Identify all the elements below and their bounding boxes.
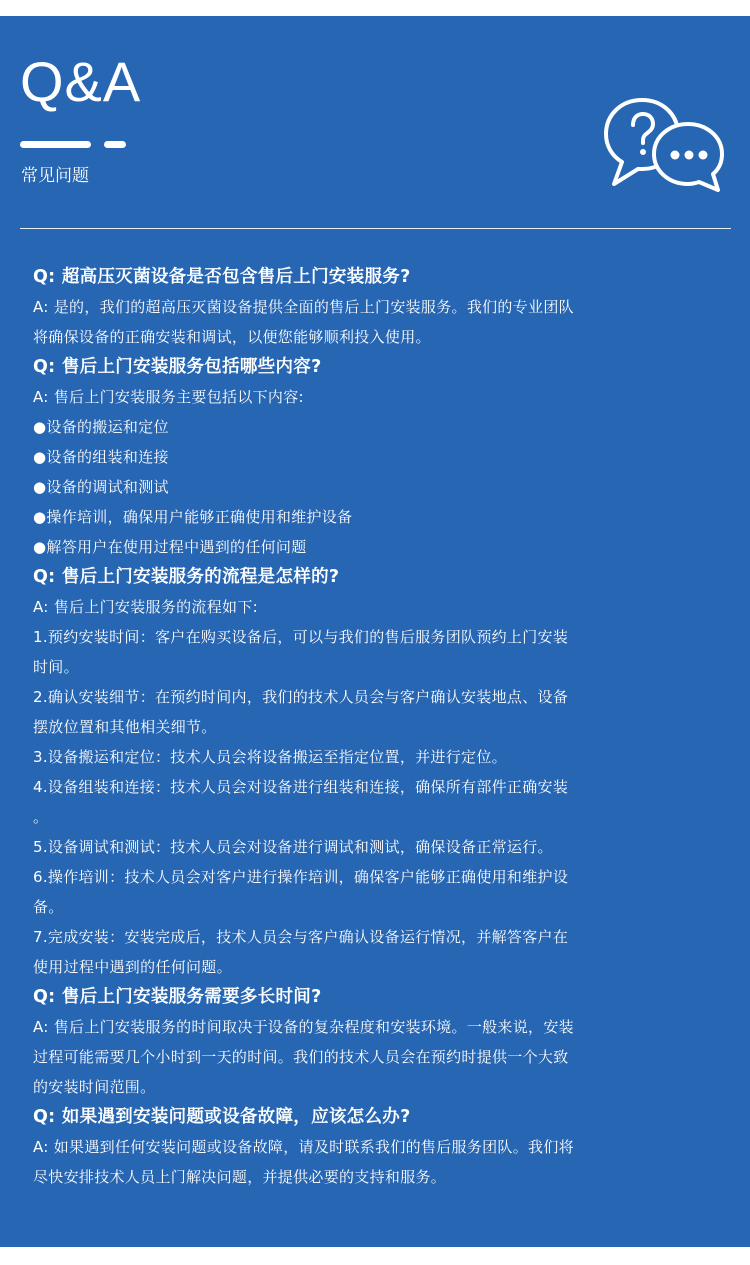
header-divider	[20, 228, 731, 229]
faq-answer-line: 。	[33, 808, 49, 826]
faq-answer-line: A: 售后上门安装服务主要包括以下内容:	[33, 388, 304, 406]
faq-answer-line: 将确保设备的正确安装和调试，以便您能够顺利投入使用。	[33, 328, 431, 346]
title-underline-long	[20, 141, 91, 148]
faq-answer-line: ●解答用户在使用过程中遇到的任何问题	[33, 538, 307, 556]
faq-answer-line: 4.设备组装和连接：技术人员会对设备进行组装和连接，确保所有部件正确安装	[33, 778, 569, 796]
faq-answer-line: A: 如果遇到任何安装问题或设备故障，请及时联系我们的售后服务团队。我们将	[33, 1138, 574, 1156]
faq-answer-line: A: 售后上门安装服务的时间取决于设备的复杂程度和安装环境。一般来说，安装	[33, 1018, 574, 1036]
faq-answer-line: 6.操作培训：技术人员会对客户进行操作培训，确保客户能够正确使用和维护设	[33, 868, 569, 886]
faq-question: Q: 超高压灭菌设备是否包含售后上门安装服务?	[33, 267, 411, 287]
faq-answer-line: 的安装时间范围。	[33, 1078, 156, 1096]
page-title: Q&A	[20, 50, 142, 113]
faq-answer-line: 摆放位置和其他相关细节。	[33, 718, 217, 736]
faq-answer-line: ●设备的调试和测试	[33, 478, 169, 496]
faq-answer-line: 过程可能需要几个小时到一天的时间。我们的技术人员会在预约时提供一个大致	[33, 1048, 569, 1066]
faq-answer-line: ●设备的搬运和定位	[33, 418, 169, 436]
faq-answer-line: 5.设备调试和测试：技术人员会对设备进行调试和测试，确保设备正常运行。	[33, 838, 553, 856]
faq-answer-line: 时间。	[33, 658, 79, 676]
title-underline-short	[104, 141, 126, 148]
faq-answer-line: 尽快安排技术人员上门解决问题，并提供必要的支持和服务。	[33, 1168, 447, 1186]
faq-answer-line: 3.设备搬运和定位：技术人员会将设备搬运至指定位置，并进行定位。	[33, 748, 507, 766]
faq-answer-line: A: 售后上门安装服务的流程如下:	[33, 598, 258, 616]
faq-question: Q: 售后上门安装服务需要多长时间?	[33, 987, 322, 1007]
faq-question: Q: 售后上门安装服务的流程是怎样的?	[33, 567, 340, 587]
page-subtitle: 常见问题	[21, 166, 89, 186]
faq-list	[33, 262, 683, 1192]
faq-answer-line: ●设备的组装和连接	[33, 448, 169, 466]
faq-answer-line: 使用过程中遇到的任何问题。	[33, 958, 232, 976]
faq-answer-line: 备。	[33, 898, 64, 916]
qa-panel	[0, 16, 750, 1247]
faq-answer-line: 7.完成安装：安装完成后，技术人员会与客户确认设备运行情况，并解答客户在	[33, 928, 569, 946]
faq-answer-line: 2.确认安装细节：在预约时间内，我们的技术人员会与客户确认安装地点、设备	[33, 688, 569, 706]
faq-question: Q: 如果遇到安装问题或设备故障，应该怎么办?	[33, 1107, 411, 1127]
faq-answer-line: ●操作培训，确保用户能够正确使用和维护设备	[33, 508, 353, 526]
question-chat-bubbles-icon	[602, 96, 726, 192]
faq-question: Q: 售后上门安装服务包括哪些内容?	[33, 357, 322, 377]
faq-answer-line: 1.预约安装时间：客户在购买设备后，可以与我们的售后服务团队预约上门安装	[33, 628, 569, 646]
faq-answer-line: A: 是的，我们的超高压灭菌设备提供全面的售后上门安装服务。我们的专业团队	[33, 298, 574, 316]
